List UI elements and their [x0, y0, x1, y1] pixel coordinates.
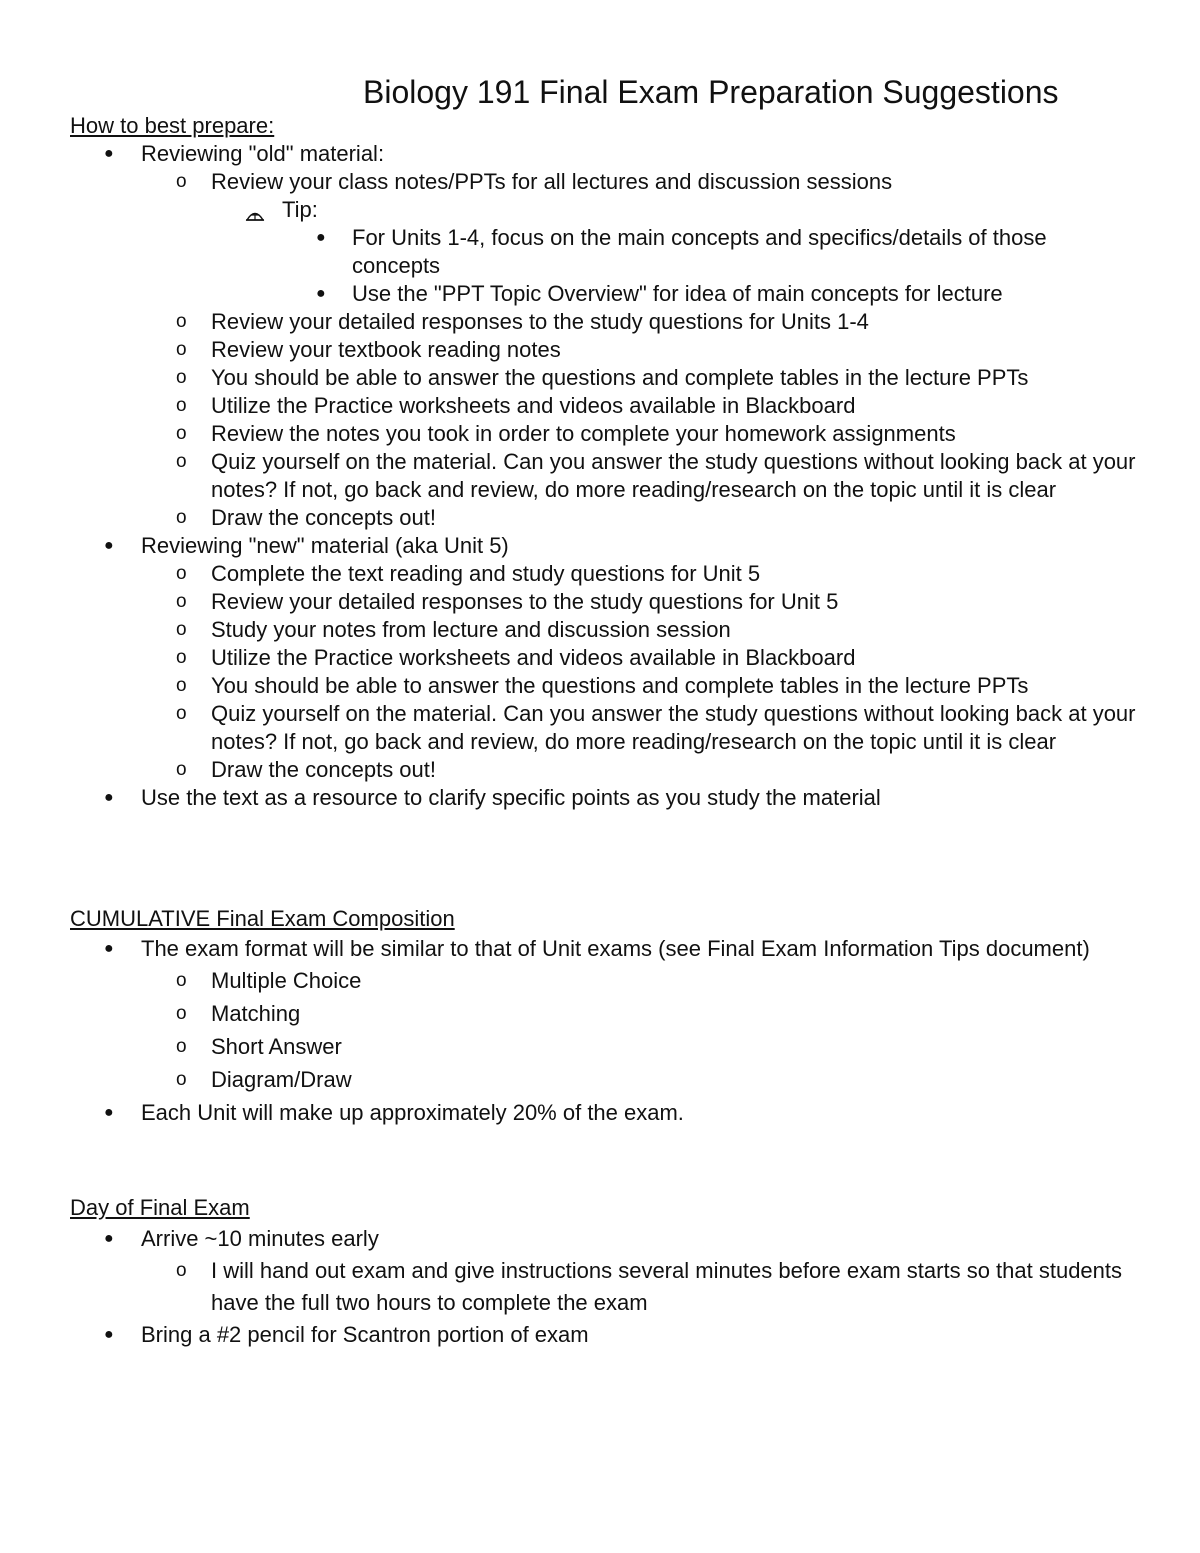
circle-bullet-icon: o [176, 311, 187, 332]
tip-item: ● Use the "PPT Topic Overview" for idea of main concepts for lecture [316, 281, 1003, 306]
list-item: o Draw the concepts out! [176, 757, 437, 782]
list-item-pencil: ● Bring a #2 pencil for Scantron portion of exam [70, 1319, 1140, 1351]
list-item: o Multiple Choice [70, 964, 1140, 997]
bullet-icon: ● [104, 1326, 114, 1343]
exam-day-heading: Day of Final Exam [70, 1195, 250, 1220]
prepare-heading: How to best prepare: [70, 113, 275, 138]
list-item-arrive: ● Arrive ~10 minutes early [70, 1222, 1140, 1255]
list-item: o Quiz yourself on the material. Can you answer the study questions without looking back at your notes? If not, go back and review, do more reading/research on the topic until it is clear [176, 701, 1136, 754]
list-item: o Matching [70, 997, 1140, 1030]
list-item: o Draw the concepts out! [176, 505, 437, 530]
section-composition [70, 905, 1140, 1130]
list-item: o You should be able to answer the questions and complete tables in the lecture PPTs [176, 365, 1029, 390]
tip-item: ● For Units 1-4, focus on the main concepts and specifics/details of those concepts [316, 225, 1047, 278]
list-item: o Review your detailed responses to the study questions for Units 1-4 [176, 309, 869, 334]
circle-bullet-icon: o [176, 339, 187, 360]
list-item: o Diagram/Draw [70, 1063, 1140, 1096]
circle-bullet-icon: o [176, 591, 187, 612]
list-item-text-resource: ● Use the text as a resource to clarify specific points as you study the material [104, 785, 881, 810]
circle-bullet-icon: o [176, 507, 187, 528]
list-item: o Review the notes you took in order to complete your homework assignments [176, 421, 956, 446]
bullet-icon: ● [104, 789, 114, 806]
circle-bullet-icon: o [176, 1036, 187, 1057]
bullet-icon: ● [104, 1104, 114, 1121]
circle-bullet-icon: o [176, 563, 187, 584]
section-prepare [70, 112, 1140, 812]
list-item-arrive-detail: o I will hand out exam and give instructions several minutes before exam starts so that students have the full two hours to complete the exam [70, 1255, 1140, 1319]
list-item-new-material: ● Reviewing "new" material (aka Unit 5) [104, 533, 509, 558]
list-item: o Utilize the Practice worksheets and videos available in Blackboard [176, 393, 856, 418]
bullet-icon: ● [104, 1230, 114, 1247]
document-title: Biology 191 Final Exam Preparation Suggestions [363, 74, 1059, 110]
circle-bullet-icon: o [176, 759, 187, 780]
tip-label: Tip: [70, 196, 1140, 224]
list-item-old-material: ● Reviewing "old" material: [104, 141, 385, 166]
circle-bullet-icon: o [176, 171, 187, 192]
composition-heading: CUMULATIVE Final Exam Composition [70, 906, 455, 931]
list-item-format: ● The exam format will be similar to that of Unit exams (see Final Exam Information Tips document) [70, 933, 1140, 964]
circle-bullet-icon: o [176, 1003, 187, 1024]
bullet-icon: ● [104, 145, 114, 162]
list-item: o Study your notes from lecture and discussion session [176, 617, 731, 642]
list-item: o You should be able to answer the questions and complete tables in the lecture PPTs [176, 673, 1029, 698]
circle-bullet-icon: o [176, 1069, 187, 1090]
circle-bullet-icon: o [176, 1260, 187, 1281]
list-item: o Short Answer [70, 1030, 1140, 1063]
circle-bullet-icon: o [176, 367, 187, 388]
circle-bullet-icon: o [176, 619, 187, 640]
circle-bullet-icon: o [176, 395, 187, 416]
circle-bullet-icon: o [176, 970, 187, 991]
section-exam-day [70, 1194, 1140, 1351]
circle-bullet-icon: o [176, 675, 187, 696]
bullet-icon: ● [316, 285, 326, 302]
list-item: o Complete the text reading and study questions for Unit 5 [176, 561, 761, 586]
list-item: o Utilize the Practice worksheets and videos available in Blackboard [176, 645, 856, 670]
bullet-icon: ● [104, 940, 114, 957]
circle-bullet-icon: o [176, 703, 187, 724]
list-item: o Quiz yourself on the material. Can you answer the study questions without looking back at your notes? If not, go back and review, do more reading/research on the topic until it is clear [176, 449, 1136, 502]
list-item: o Review your detailed responses to the study questions for Unit 5 [176, 589, 839, 614]
circle-bullet-icon: o [176, 451, 187, 472]
circle-bullet-icon: o [176, 647, 187, 668]
circle-bullet-icon: o [176, 423, 187, 444]
bullet-icon: ● [316, 229, 326, 246]
bullet-icon: ● [104, 537, 114, 554]
list-item-weight: ● Each Unit will make up approximately 20% of the exam. [70, 1096, 1140, 1130]
list-item: o Review your class notes/PPTs for all lectures and discussion sessions [176, 169, 893, 194]
list-item: o Review your textbook reading notes [176, 337, 561, 362]
